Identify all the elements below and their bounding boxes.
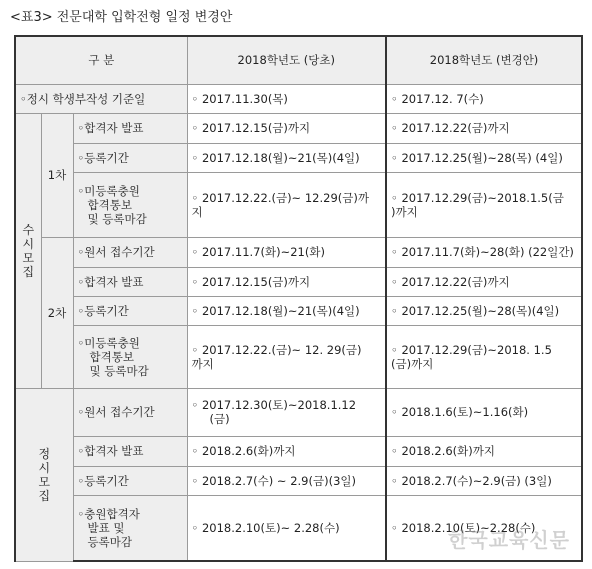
row-label: ◦등록기간 — [73, 466, 187, 495]
row-original: ◦ 2017.12.18(월)~21(목)(4일) — [187, 143, 386, 172]
row-label: ◦합격자 발표 — [73, 436, 187, 466]
table-row — [15, 267, 582, 296]
row-original: ◦ 2017.12.15(금)까지 — [187, 113, 386, 143]
row-original: ◦ 2018.2.6(화)까지 — [187, 436, 386, 466]
header-category: 구 분 — [15, 36, 187, 84]
row-revised: ◦ 2018.2.7(수)~2.9(금) (3일) — [386, 466, 582, 495]
header-revised: 2018학년도 (변경안) — [386, 36, 582, 84]
row-revised: ◦ 2018.1.6(토)~1.16(화) — [386, 388, 582, 436]
row-original: ◦ 2017.12.22.(금)~ 12.29(금)까 지 — [187, 172, 386, 237]
table-row — [15, 466, 582, 495]
row-revised: ◦ 2018.2.6(화)까지 — [386, 436, 582, 466]
row-revised: ◦ 2017.12.25(월)~28(목) (4일) — [386, 143, 582, 172]
base-date-revised: ◦ 2017.12. 7(수) — [386, 84, 582, 113]
row-original: ◦ 2017.11.7(화)~21(화) — [187, 237, 386, 267]
base-date-original: ◦ 2017.11.30(목) — [187, 84, 386, 113]
row-revised: ◦ 2017.12.29(금)~2018. 1.5 (금)까지 — [386, 325, 582, 388]
row-original: ◦ 2017.12.18(월)~21(목)(4일) — [187, 296, 386, 325]
susi-group-label: 수 시 모 집 — [15, 113, 41, 388]
row-revised: ◦ 2017.12.22(금)까지 — [386, 113, 582, 143]
row-original: ◦ 2017.12.30(토)~2018.1.12 (금) — [187, 388, 386, 436]
row-label: ◦원서 접수기간 — [73, 388, 187, 436]
table-row — [15, 237, 582, 267]
table-row — [15, 172, 582, 237]
table-row — [15, 296, 582, 325]
row-label: ◦등록기간 — [73, 296, 187, 325]
row-label: ◦충원합격자 발표 및 등록마감 — [73, 495, 187, 561]
row-revised: ◦ 2017.12.25(월)~28(목)(4일) — [386, 296, 582, 325]
table-caption: <표3> 전문대학 입학전형 일정 변경안 — [10, 10, 233, 25]
header-row — [15, 36, 582, 84]
table-row — [15, 84, 582, 113]
row-label: ◦합격자 발표 — [73, 113, 187, 143]
table-row — [15, 113, 582, 143]
row-revised: ◦ 2017.12.22(금)까지 — [386, 267, 582, 296]
table-row — [15, 388, 582, 436]
row-label: ◦등록기간 — [73, 143, 187, 172]
susi-round1-label: 1차 — [41, 113, 73, 237]
susi-round2-label: 2차 — [41, 237, 73, 388]
row-label: ◦원서 접수기간 — [73, 237, 187, 267]
row-original: ◦ 2018.2.10(토)~ 2.28(수) — [187, 495, 386, 561]
table-row — [15, 325, 582, 388]
row-label: ◦합격자 발표 — [73, 267, 187, 296]
row-original: ◦ 2018.2.7(수) ~ 2.9(금)(3일) — [187, 466, 386, 495]
table-row — [15, 143, 582, 172]
admission-schedule-table — [14, 35, 583, 562]
header-original: 2018학년도 (당초) — [187, 36, 386, 84]
row-revised: ◦ 2018.2.10(토)~2.28(수) — [386, 495, 582, 561]
watermark: 한국교육신문 — [448, 528, 570, 552]
table-row — [15, 436, 582, 466]
base-date-label: ◦정시 학생부작성 기준일 — [15, 84, 187, 113]
row-revised: ◦ 2017.12.29(금)~2018.1.5(금 )까지 — [386, 172, 582, 237]
row-label: ◦미등록충원 합격통보 및 등록마감 — [73, 172, 187, 237]
row-label: ◦미등록충원 합격통보 및 등록마감 — [73, 325, 187, 388]
row-original: ◦ 2017.12.22.(금)~ 12. 29(금) 까지 — [187, 325, 386, 388]
row-original: ◦ 2017.12.15(금)까지 — [187, 267, 386, 296]
jeongsi-group-label: 정 시 모 집 — [15, 388, 73, 561]
row-revised: ◦ 2017.11.7(화)~28(화) (22일간) — [386, 237, 582, 267]
